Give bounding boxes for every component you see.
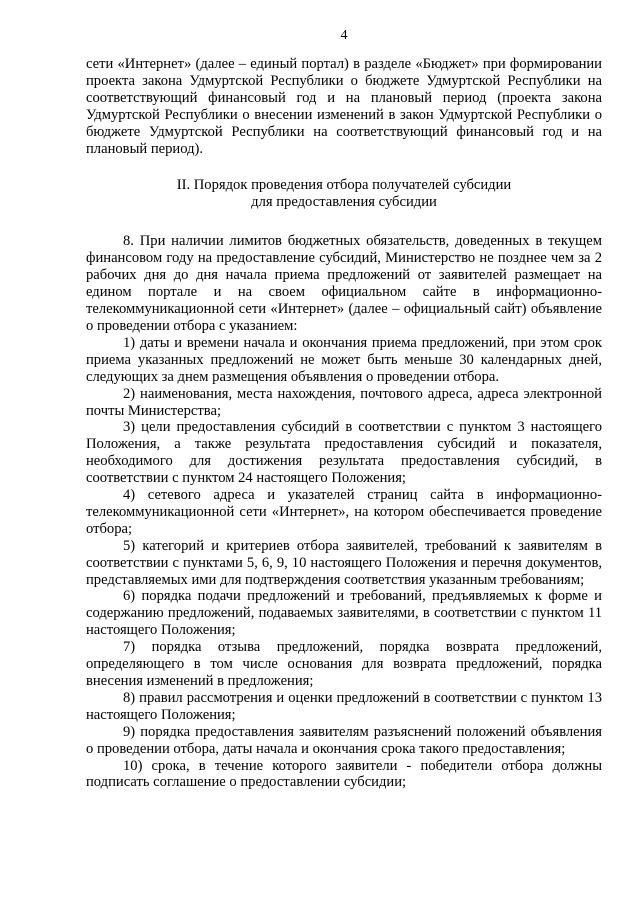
section-heading-line-2: для предоставления субсидии <box>251 194 437 211</box>
list-item-6: 6) порядка подачи предложений и требований, предъявляемых к форме и содержанию предложений, подаваемых заявителями, в соответствии с пунктом 11 настоящего Положения; <box>86 588 602 639</box>
list-item-1: 1) даты и времени начала и окончания приема предложений, при этом срок приема указанных предложений не может быть меньше 30 календарных дней, следующих за днем размещения объявления о проведении отбора. <box>86 334 602 385</box>
intro-paragraph: сети «Интернет» (далее – единый портал) в разделе «Бюджет» при формировании проекта закона Удмуртской Республики о бюджете Удмуртской Республики на соответствующий финансовый год и на плановый период (проекта закона Удмуртской Республики о внесении изменений в закон Удмуртской Республики о бюджете Удмуртской Республики на соответствующий финансовый год и на плановый период). <box>86 56 602 157</box>
list-item-2: 2) наименования, места нахождения, почтового адреса, адреса электронной почты Министерства; <box>86 385 602 419</box>
section-heading-line-1: II. Порядок проведения отбора получателей субсидии <box>176 177 512 194</box>
list-item-8: 8) правил рассмотрения и оценки предложений в соответствии с пунктом 13 настоящего Положения; <box>86 689 602 723</box>
section-heading <box>86 177 602 211</box>
list-item-4: 4) сетевого адреса и указателей страниц сайта в информационно-телекоммуникационной сети «Интернет», на котором обеспечивается проведение отбора; <box>86 487 602 537</box>
list-item-7: 7) порядка отзыва предложений, порядка возврата предложений, определяющего в том числе основания для возврата предложений, порядка внесения изменений в предложения; <box>86 639 602 689</box>
page-number: 4 <box>340 28 348 43</box>
list-item-9: 9) порядка предоставления заявителям разъяснений положений объявления о проведении отбора, даты начала и окончания срока такого предоставления; <box>86 723 602 757</box>
list-item-3: 3) цели предоставления субсидий в соответствии с пунктом 3 настоящего Положения, а также результата предоставления субсидий и показателя, необходимого для достижения результата предоставления субсидий, в соответствии с пунктом 24 настоящего Положения; <box>86 419 602 487</box>
document-page <box>86 28 602 791</box>
list-item-10: 10) срока, в течение которого заявители - победители отбора должны подписать соглашение о предоставлении субсидии; <box>86 757 602 791</box>
list-item-5: 5) категорий и критериев отбора заявителей, требований к заявителям в соответствии с пунктами 5, 6, 9, 10 настоящего Положения и перечня документов, представляемых ими для подтверждения соответствия указанным требованиям; <box>86 537 602 588</box>
paragraph-8: 8. При наличии лимитов бюджетных обязательств, доведенных в текущем финансовом году на предоставление субсидий, Министерство не позднее чем за 2 рабочих дня до дня начала приема предложений от заявителей размещает на едином портале и на своем официальном сайте в информационно-телекоммуникационной сети «Интернет» (далее – официальный сайт) объявление о проведении отбора с указанием: <box>86 233 602 334</box>
